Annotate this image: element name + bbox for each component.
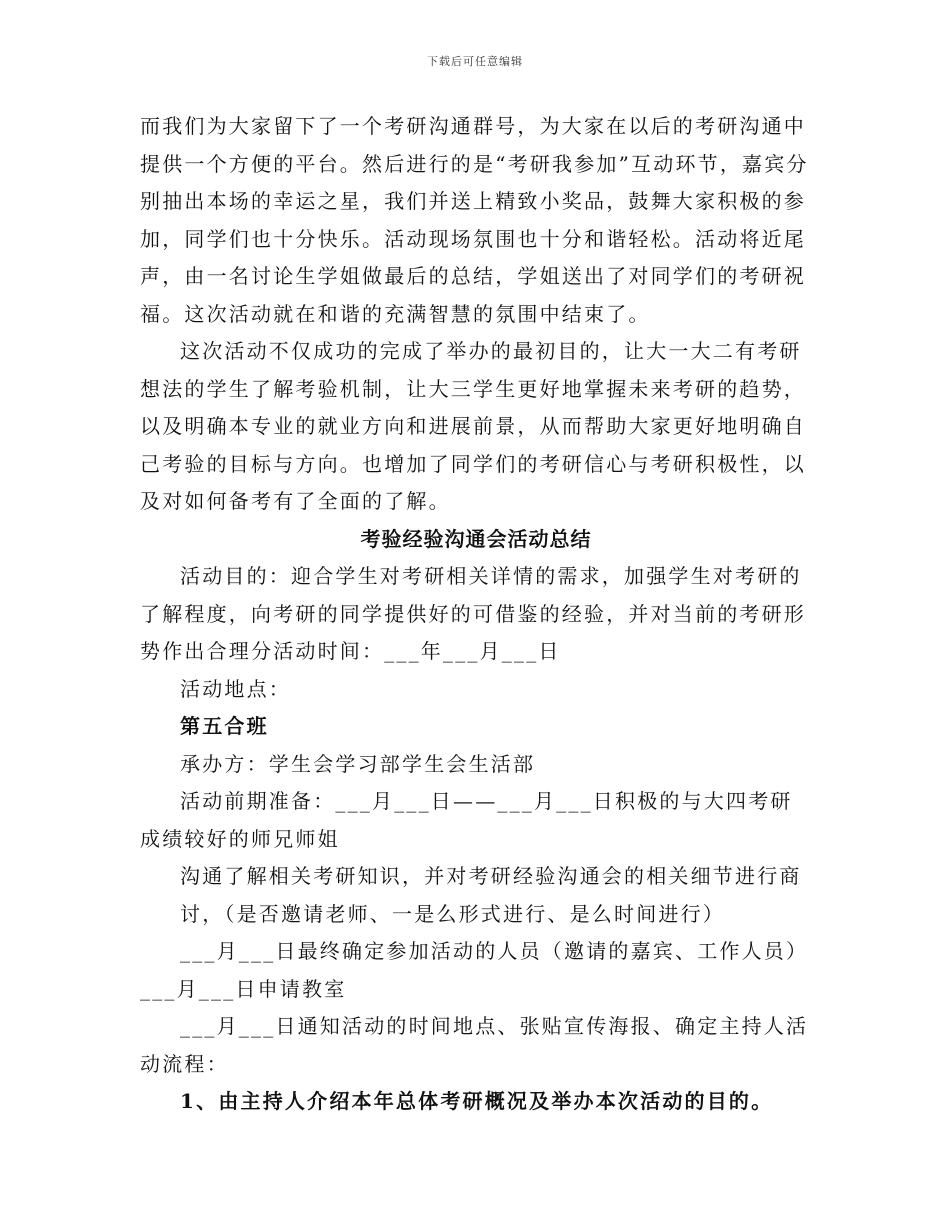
paragraph-activity-outcome: 这次活动不仅成功的完成了举办的最初目的，让大一大二有考研想法的学生了解考验机制，让大三学生更好地掌握未来考研的趋势，以及明确本专业的就业方向和进展前景，从而帮助大家更好地明确自己考验的目标与方向。也增加了同学们的考研信心与考研积极性，以及对如何备考有了全面的了解。	[140, 339, 806, 513]
process-step-1: 1、由主持人介绍本年总体考研概况及举办本次活动的目的。	[180, 1089, 774, 1113]
paragraph-notification: ___月___日通知活动的时间地点、张贴宣传海报、确定主持人活动流程：	[140, 1014, 809, 1076]
paragraph-confirm-participants: ___月___日最终确定参加活动的人员（邀请的嘉宾、工作人员）___月___日申请教室	[140, 939, 809, 1001]
section-title: 考验经验沟通会活动总结	[360, 526, 592, 551]
page-header-note: 下载后可任意编辑	[427, 55, 523, 68]
paragraph-organizer: 承办方：学生会学习部学生会生活部	[180, 751, 536, 776]
paragraph-activity-location: 活动地点：	[180, 676, 291, 701]
class-name: 第五合班	[180, 714, 269, 738]
paragraph-preparation: 活动前期准备：___月___日——___月___日积极的与大四考研成绩较好的师兄师姐	[140, 789, 793, 851]
paragraph-activity-purpose: 活动目的：迎合学生对考研相关详情的需求，加强学生对考研的了解程度，向考研的同学提供好的可借鉴的经验，并对当前的考研形势作出合理分活动时间：___年___月___日	[140, 564, 806, 663]
paragraph-communication: 沟通了解相关考研知识，并对考研经验沟通会的相关细节进行商讨，（是否邀请老师、一是么形式进行、是么时间进行）	[180, 864, 802, 926]
paragraph-activity-recap: 而我们为大家留下了一个考研沟通群号，为大家在以后的考研沟通中提供一个方便的平台。然后进行的是“考研我参加”互动环节，嘉宾分别抽出本场的幸运之星，我们并送上精致小奖品，鼓舞大家积极的参加，同学们也十分快乐。活动现场氛围也十分和谐轻松。活动将近尾声，由一名讨论生学姐做最后的总结，学姐送出了对同学们的考研祝福。这次活动就在和谐的充满智慧的氛围中结束了。	[140, 114, 809, 326]
document-body	[140, 108, 812, 1121]
